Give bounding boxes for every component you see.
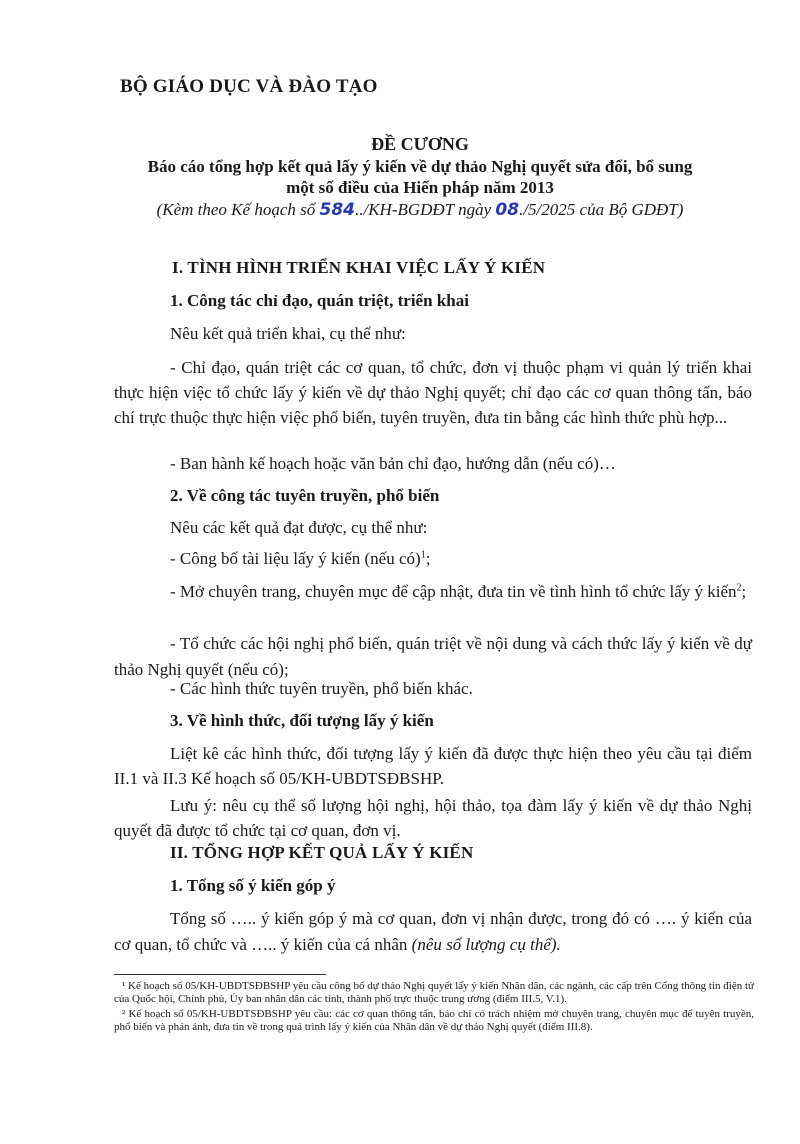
subsection-1-1-item-1: - Chỉ đạo, quán triệt các cơ quan, tổ chức, đơn vị thuộc phạm vi quản lý triển khai thực hiện việc tổ chức lấy ý kiến về dự thảo Nghị quyết; chỉ đạo các cơ quan thông tấn, báo chí trực thuộc thực hiện việc phổ biến, tuyên truyền, đưa tin bằng các hình thức phù hợp... [114, 358, 752, 427]
subsection-1-1-title: 1. Công tác chỉ đạo, quán triệt, triển khai [170, 291, 469, 310]
footnote-ref-1: 1 [420, 549, 426, 561]
attached-suffix: ./5/2025 của Bộ GDĐT) [519, 200, 684, 219]
subsection-1-3-para-2: Lưu ý: nêu cụ thể số lượng hội nghị, hội thảo, tọa đàm lấy ý kiến về dự thảo Nghị quyết đã được tổ chức tại cơ quan, đơn vị. [114, 796, 752, 840]
document-type: ĐỀ CƯƠNG [371, 134, 469, 154]
footnote-ref-2: 2 [736, 582, 742, 594]
section-2-title: II. TỔNG HỢP KẾT QUẢ LẤY Ý KIẾN [170, 843, 474, 862]
total-comments-note: (nêu số lượng cụ thể). [411, 935, 561, 954]
attached-prefix: (Kèm theo Kế hoạch số [156, 200, 320, 219]
subsection-1-3-title: 3. Về hình thức, đối tượng lấy ý kiến [170, 711, 434, 730]
item-1-text: - Công bố tài liệu lấy ý kiến (nếu có) [170, 549, 421, 568]
footnote-2: ² Kế hoạch số 05/KH-UBDTSĐBSHP yêu cầu: các cơ quan thông tấn, báo chí có trách nhiệm mở chuyên trang, chuyên mục để tuyên truyền, phổ biến và phản ánh, đưa tin về trong quá trình lấy ý kiến của Nhân dân về dự thảo Nghị quyết (điểm III.8). [114, 1008, 754, 1033]
item-1-end: ; [425, 549, 431, 568]
handwritten-plan-number: 584 [319, 200, 355, 220]
total-comments-text: Tổng số ….. ý kiến góp ý mà cơ quan, đơn vị nhận được, trong đó có …. ý kiến của cơ quan, tổ chức và ….. ý kiến của cá nhân [114, 909, 752, 954]
subsection-1-3-para-1: Liệt kê các hình thức, đối tượng lấy ý kiến đã được thực hiện theo yêu cầu tại điểm II.1 và II.3 Kế hoạch số 05/KH-UBDTSĐBSHP. [114, 744, 752, 788]
document-subtitle-line-1: Báo cáo tổng hợp kết quả lấy ý kiến về dự thảo Nghị quyết sửa đổi, bổ sung [147, 157, 693, 176]
section-1-title: I. TÌNH HÌNH TRIỂN KHAI VIỆC LẤY Ý KIẾN [172, 258, 546, 277]
item-2-text: - Mở chuyên trang, chuyên mục để cập nhật, đưa tin về tình hình tổ chức lấy ý kiến [170, 582, 737, 601]
subsection-2-1-title: 1. Tổng số ý kiến góp ý [170, 876, 336, 895]
footnotes [114, 980, 754, 1036]
subsection-1-1-item-2: - Ban hành kế hoạch hoặc văn bản chỉ đạo, hướng dẫn (nếu có)… [170, 454, 616, 473]
subsection-2-1-para [114, 906, 752, 958]
item-2-end: ; [741, 582, 747, 601]
subsection-1-2-item-4: - Các hình thức tuyên truyền, phổ biến khác. [170, 679, 473, 698]
ministry-name: BỘ GIÁO DỤC VÀ ĐÀO TẠO [120, 76, 378, 97]
subsection-1-2-item-3: - Tổ chức các hội nghị phổ biến, quán triệt về nội dung và cách thức lấy ý kiến về dự thảo Nghị quyết (nếu có); [114, 634, 752, 679]
attached-to-plan [100, 198, 740, 222]
footnote-1: ¹ Kế hoạch số 05/KH-UBDTSĐBSHP yêu cầu công bố dự thảo Nghị quyết lấy ý kiến Nhân dân, các ngành, các cấp trên Cổng thông tin điện tử của Quốc hội, Chính phủ, Ủy ban nhân dân các tỉnh, thành phố trực thuộc trung ương (điểm III.5, V.1). [114, 980, 754, 1005]
subsection-1-1-intro: Nêu kết quả triển khai, cụ thể như: [170, 324, 406, 343]
footnote-divider [114, 974, 326, 975]
attached-middle: ../KH-BGDĐT ngày [354, 200, 496, 219]
subsection-1-2-item-1 [114, 547, 752, 571]
handwritten-plan-day: 08 [495, 200, 520, 220]
document-subtitle-line-2: một số điều của Hiến pháp năm 2013 [286, 178, 554, 197]
subsection-1-2-intro: Nêu các kết quả đạt được, cụ thể như: [170, 518, 428, 537]
subsection-1-2-item-2 [114, 579, 752, 605]
document-heading [100, 132, 740, 222]
subsection-1-2-title: 2. Về công tác tuyên truyền, phổ biến [170, 486, 440, 505]
